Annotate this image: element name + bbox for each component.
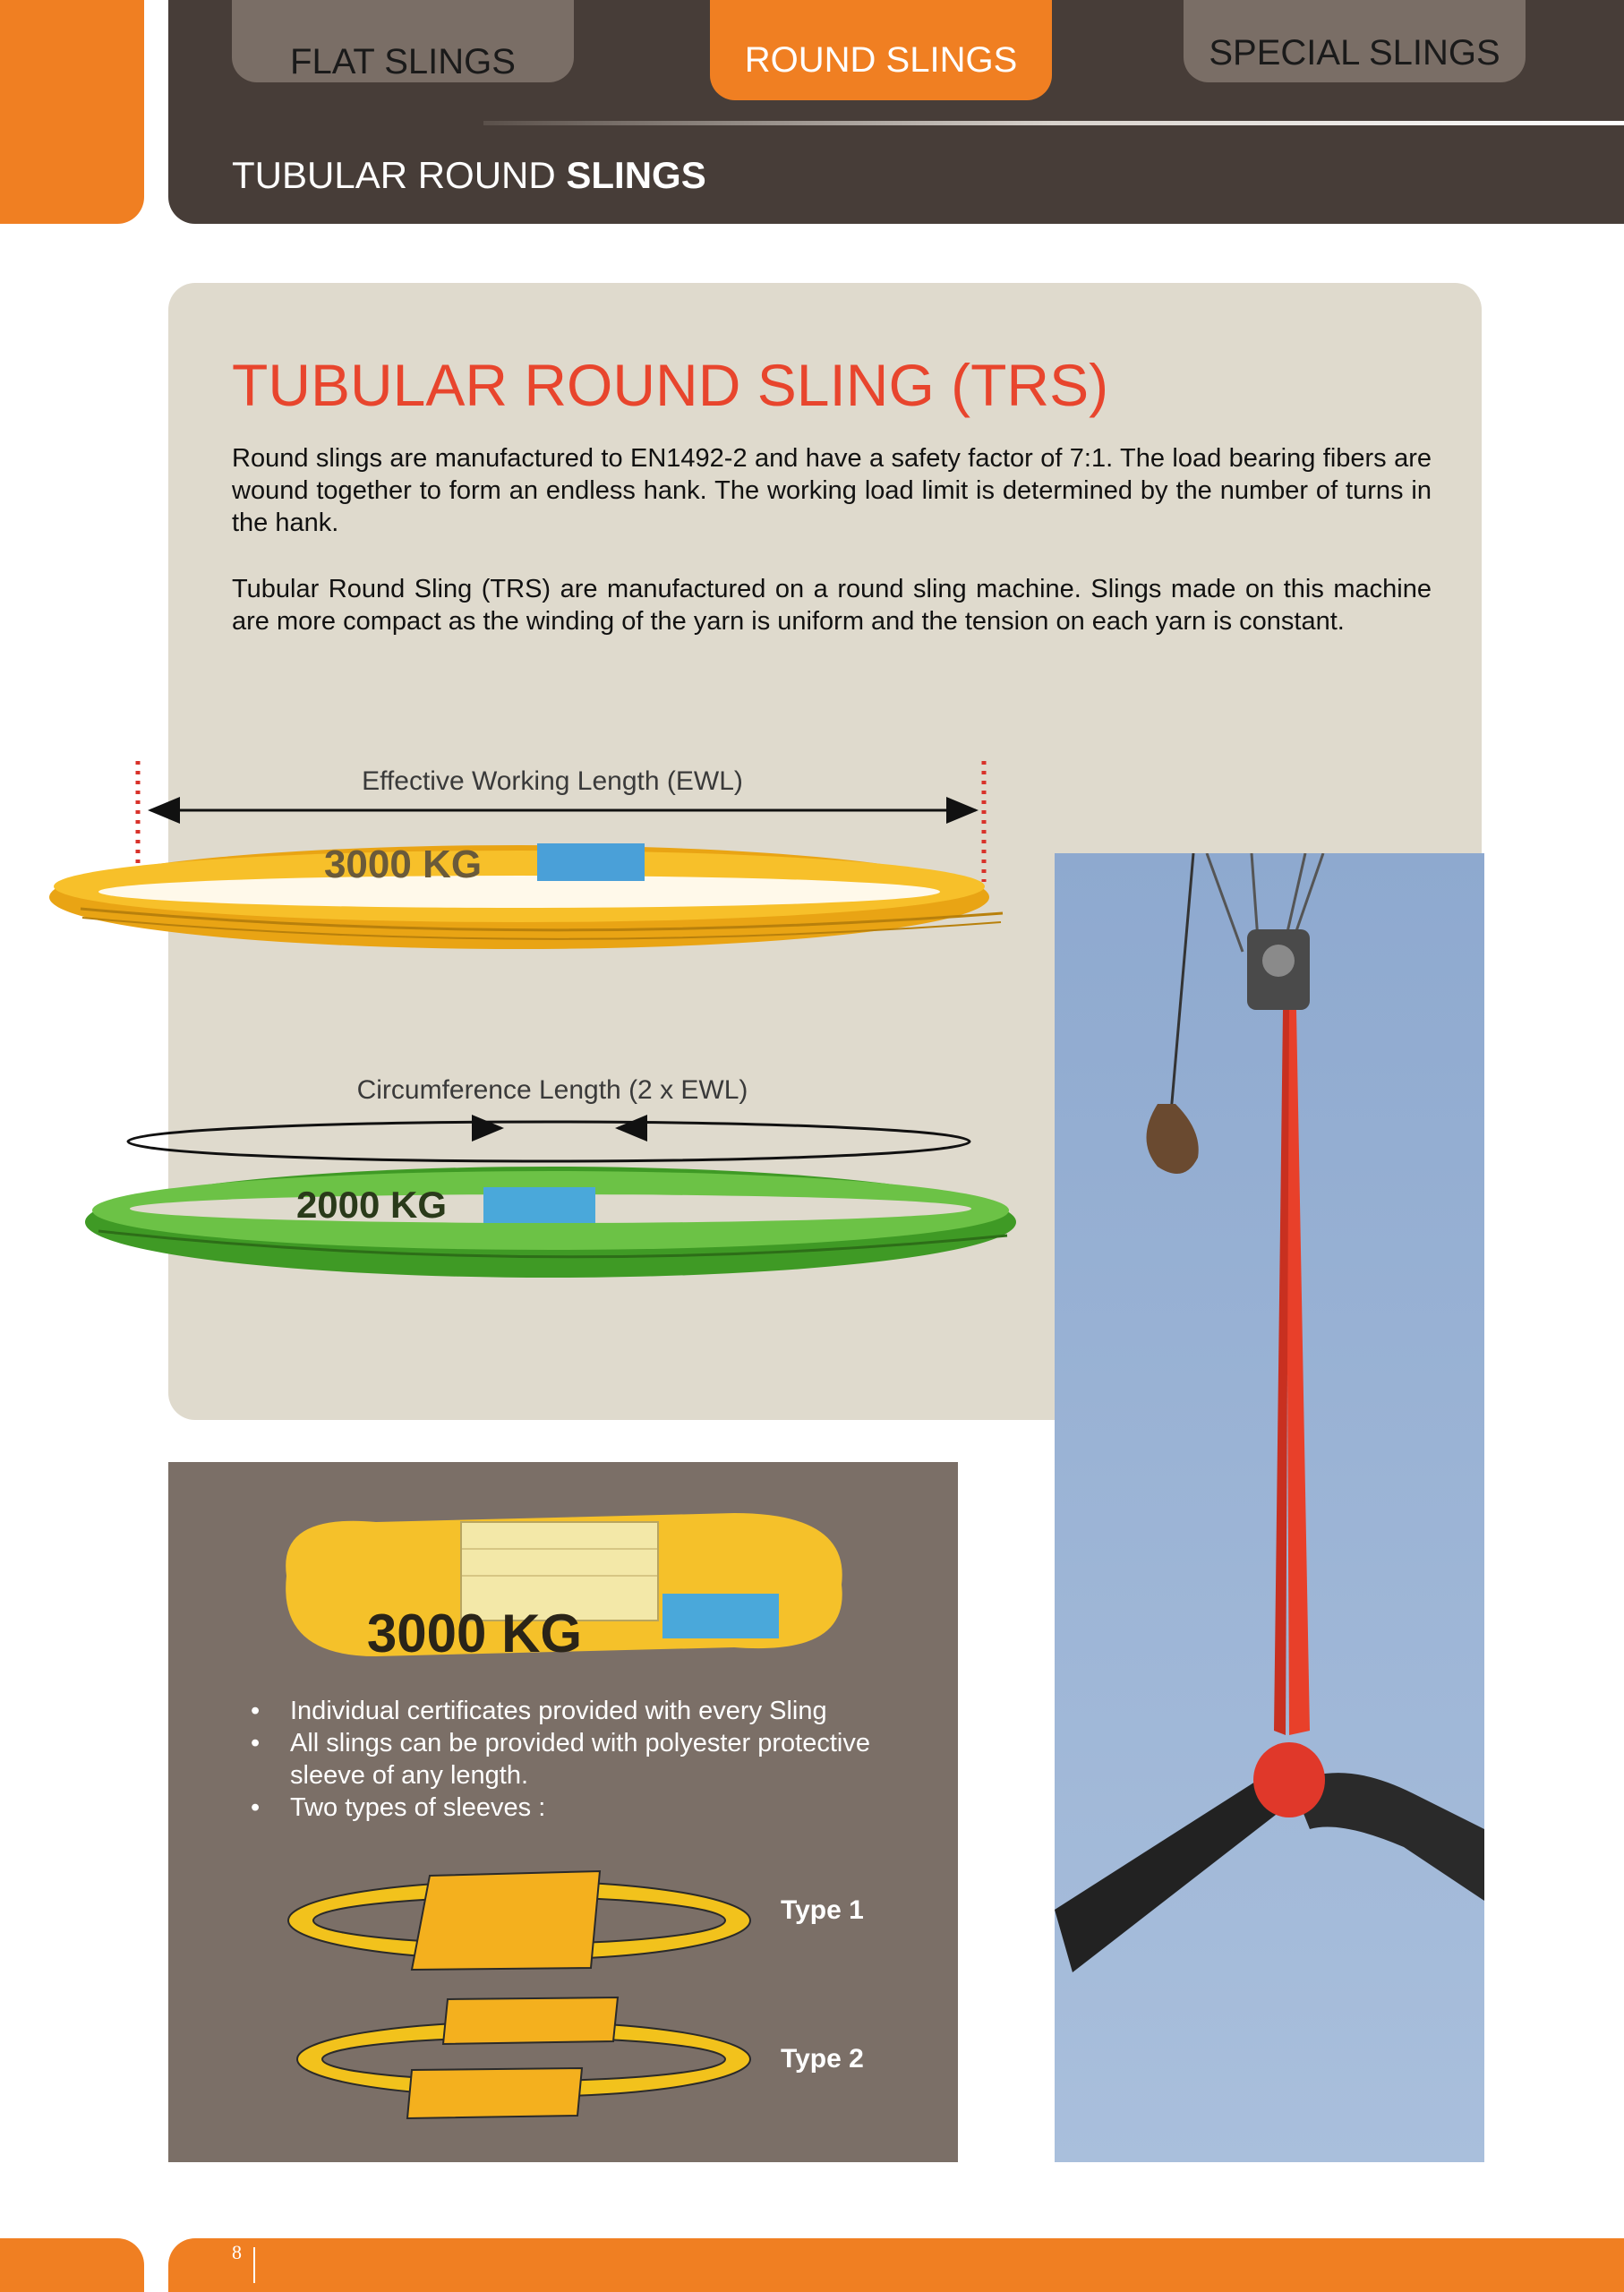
green-sling-capacity: 2000 KG [295,1184,448,1226]
page-heading: TUBULAR ROUND SLING (TRS) [232,352,1109,418]
type-2-label: Type 2 [781,2044,864,2074]
tab-special-slings[interactable] [1184,0,1526,82]
list-item: • Two types of sleeves : [251,1792,931,1824]
intro-paragraph-1: Round slings are manufactured to EN1492-2 and have a safety factor of 7:1. The load bearing fibers are wound together to form an endless hank. The working load limit is determined by the number of turns in the hank. [232,444,1432,537]
list-item: • All slings can be provided with polyester protective sleeve of any length. [251,1727,931,1792]
circumference-label: Circumference Length (2 x EWL) [356,1075,748,1105]
header-divider [483,121,1624,125]
tab-flat-slings[interactable] [232,0,574,82]
type-1-label: Type 1 [781,1895,864,1925]
feature-list [251,1695,931,1824]
tab-special-slings-label: SPECIAL SLINGS [1209,33,1500,73]
tab-flat-slings-label: FLAT SLINGS [290,42,516,81]
green-round-sling [85,1167,1016,1278]
section-title [232,154,706,197]
footer-bar [168,2238,1624,2292]
tab-round-slings[interactable] [710,0,1052,100]
tab-round-slings-label: ROUND SLINGS [744,40,1018,80]
intro-paragraph-2: Tubular Round Sling (TRS) are manufactured on a round sling machine. Slings made on this machine are more compact as the winding of the yarn is uniform and the tension on each yarn is constant. [232,575,1432,636]
folded-sling-image [269,1495,859,1665]
ewl-label: Effective Working Length (EWL) [362,766,743,796]
section-title-light: TUBULAR ROUND [232,154,556,196]
yellow-sling-capacity: 3000 KG [323,842,483,886]
sling-length-diagram [0,734,1056,1316]
list-item: • Individual certificates provided with every Sling [251,1695,931,1727]
sleeve-type-2-illustration [286,1995,761,2120]
yellow-round-sling [49,842,1003,949]
sleeve-type-1-illustration [278,1862,761,1979]
crane-lifting-photo [1055,853,1484,2162]
circumference-loop [128,1122,970,1161]
section-title-bold: SLINGS [566,154,706,196]
page-number-divider [253,2247,255,2283]
folded-sling-capacity: 3000 KG [366,1604,583,1663]
footer-corner-tab [0,2238,144,2292]
orange-corner-tab [0,0,144,224]
page-number: 8 [232,2241,242,2263]
